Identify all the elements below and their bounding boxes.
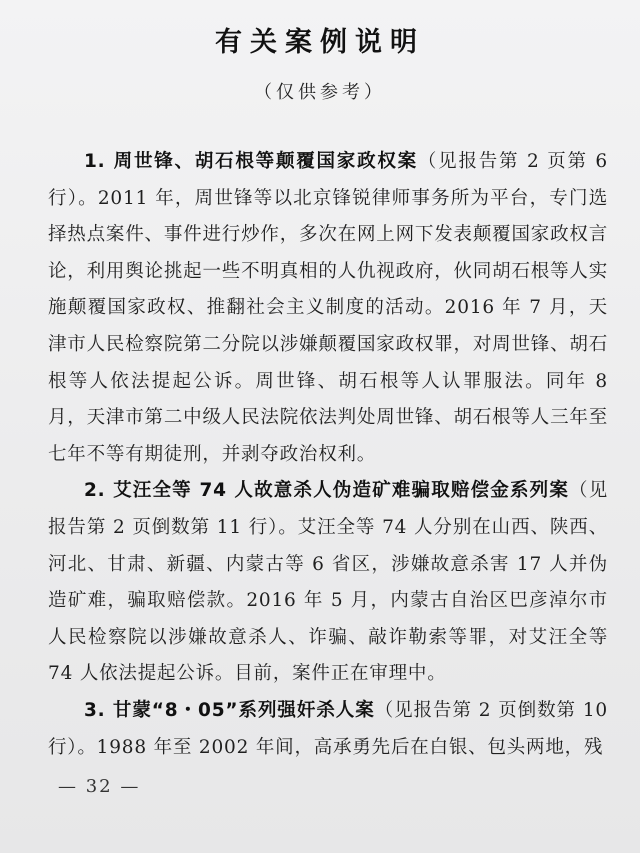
case-paragraph-3 [48,693,608,766]
page-subtitle: （仅供参考） [254,82,386,103]
case-text-3: （见报告第 2 页倒数第 10 行）。1988 年至 2002 年间，高承勇先后在白银、包头两地，残 [48,699,608,758]
case-heading-2: 2. 艾汪全等 74 人故意杀人伪造矿难骗取赔偿金系列案 [84,480,570,502]
page-title: 有关案例说明 [215,27,425,58]
case-heading-3: 3. 甘蒙“8・05”系列强奸杀人案 [84,699,375,721]
case-paragraph-1 [48,144,608,473]
case-text-2: （见报告第 2 页倒数第 11 行）。艾汪全等 74 人分别在山西、陕西、河北、甘肃、新疆、内蒙古等 6 省区，涉嫌故意杀害 17 人并伪造矿难，骗取赔偿款。2016 年 5 月，内蒙古自治区巴彦淖尔市人民检察院以涉嫌故意杀人、诈骗、敲诈勒索等罪，对艾汪全等 74 人依法提起公诉。目前，案件正在审理中。 [48,480,608,685]
case-paragraph-2 [48,473,608,693]
page-number: — 32 — [58,776,141,797]
case-heading-1: 1. 周世锋、胡石根等颠覆国家政权案 [84,151,418,172]
document-body [48,144,608,766]
case-text-1: （见报告第 2 页第 6 行）。2011 年，周世锋等以北京锋锐律师事务所为平台，专门选择热点案件、事件进行炒作，多次在网上网下发表颠覆国家政权言论，利用舆论挑起一些不明真相的人仇视政府，伙同胡石根等人实施颠覆国家政权、推翻社会主义制度的活动。2016 年 7 月，天津市人民检察院第二分院以涉嫌颠覆国家政权罪，对周世锋、胡石根等人依法提起公诉。周世锋、胡石根等人认罪服法。同年 8 月，天津市第二中级人民法院依法判处周世锋、胡石根等人三年至七年不等有期徒刑，并剥夺政治权利。 [48,151,608,465]
